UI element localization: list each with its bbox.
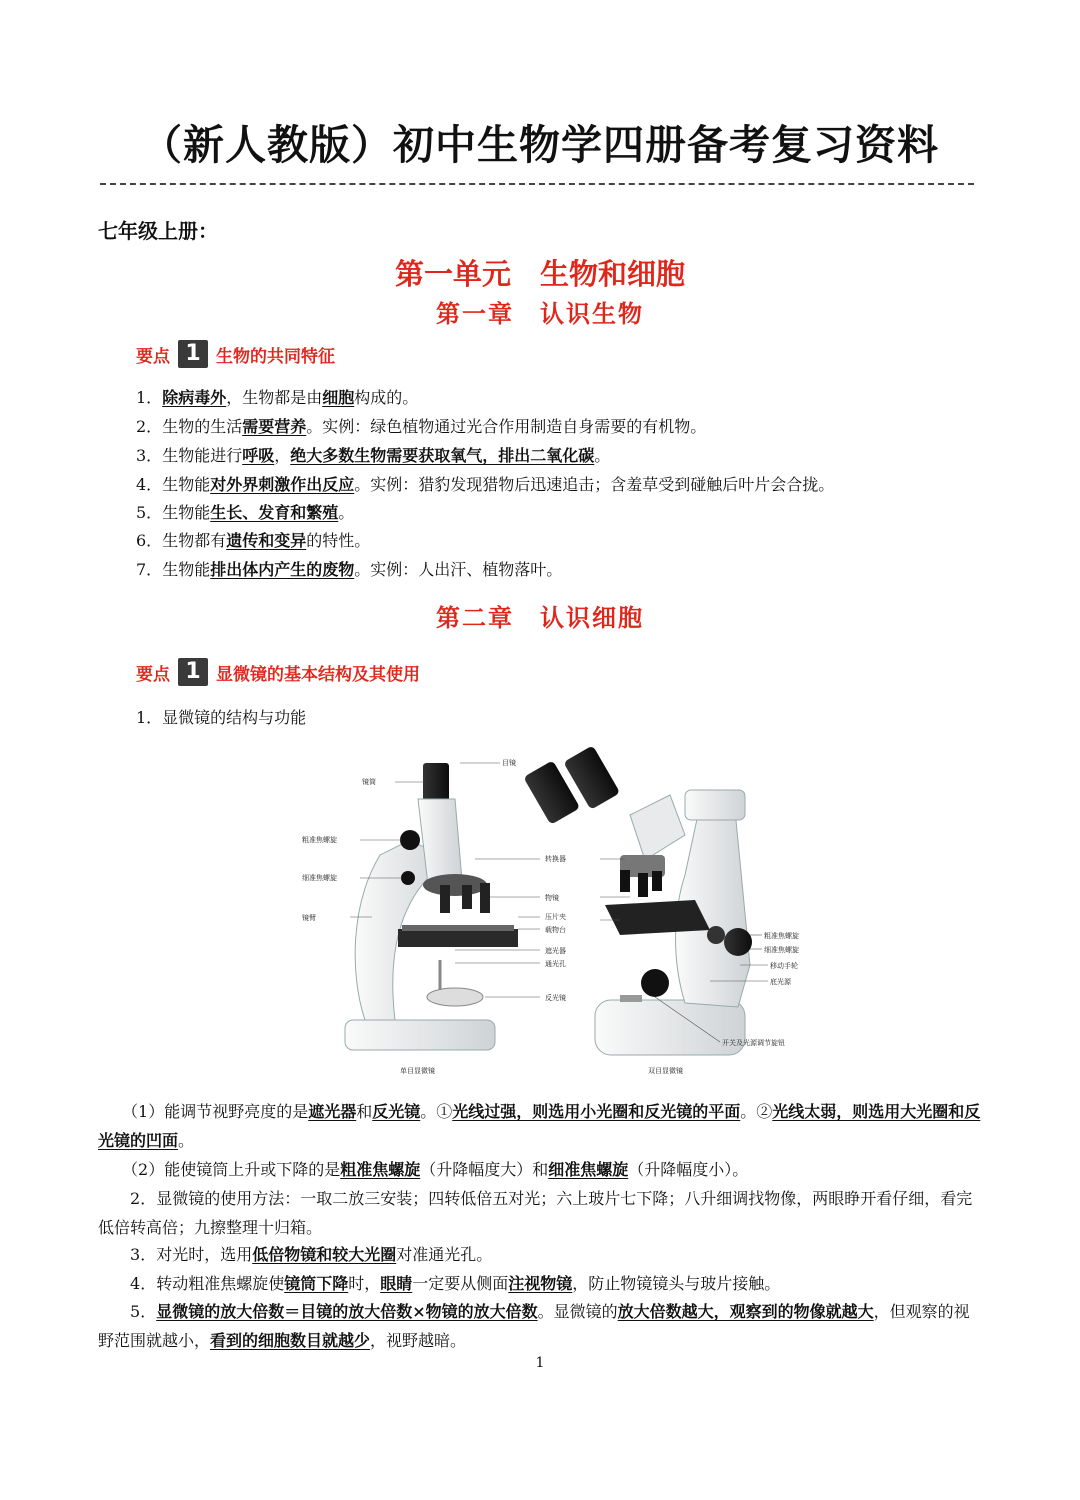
text-run: 的特性。 — [306, 531, 371, 550]
figure-label: 细准焦螺旋 — [302, 874, 337, 882]
key-point-prefix: 要点 — [136, 664, 170, 685]
text-run: ，生物都是由 — [226, 388, 323, 407]
dashed-divider — [100, 183, 974, 185]
key-point-number-badge: 1 — [178, 658, 208, 686]
underlined-key-term: 粗准焦螺旋 — [340, 1160, 421, 1179]
figure-label: 粗准焦螺旋 — [764, 932, 799, 940]
figure-label: 细准焦螺旋 — [764, 946, 799, 954]
underlined-key-term: 呼吸 — [242, 446, 275, 465]
indent — [98, 1102, 130, 1121]
text-run: （1）能调节视野亮度的是 — [130, 1102, 309, 1121]
key-point-1 — [136, 340, 335, 368]
text-run: （升降幅度小）。 — [628, 1160, 749, 1179]
text-run: （升降幅度大）和 — [420, 1160, 549, 1179]
text-run: 生物都有 — [162, 531, 227, 550]
text-run: 4．转动粗准焦螺旋使 — [130, 1274, 285, 1293]
text-run: ，但观察的视野范围就越小， — [98, 1302, 970, 1350]
item-number: 6． — [136, 531, 163, 550]
text-run: 。实例：人出汗、植物落叶。 — [354, 560, 563, 579]
underlined-key-term: 绝大多数生物需要获取氧气，排出二氧化碳 — [290, 446, 595, 465]
underlined-key-term: 需要营养 — [242, 417, 307, 436]
underlined-key-term: 注视物镜 — [508, 1274, 573, 1293]
key-point-title: 生物的共同特征 — [216, 346, 335, 367]
chapter-heading-1: 第一章 认识生物 — [436, 299, 644, 328]
figure-label: 开关及光源调节旋钮 — [722, 1039, 785, 1047]
figure-label: 底光源 — [770, 978, 791, 986]
microscope-paragraph — [98, 1297, 982, 1355]
text-run: 。① — [420, 1102, 453, 1121]
text-run: 。 — [338, 503, 355, 522]
feature-item — [136, 443, 610, 466]
text-run: 和 — [356, 1102, 373, 1121]
indent — [98, 1245, 130, 1264]
key-point-prefix: 要点 — [136, 346, 170, 367]
caption-monocular: 单目显微镜 — [400, 1067, 435, 1075]
microscope-intro: 1．显微镜的结构与功能 — [136, 708, 307, 727]
item-number: 2． — [136, 417, 163, 436]
text-run: ，防止物镜镜头与玻片接触。 — [572, 1274, 781, 1293]
microscope-paragraph — [98, 1184, 982, 1242]
text-run: 3．对光时，选用 — [130, 1245, 253, 1264]
page-number: 1 — [535, 1355, 545, 1371]
item-number: 3． — [136, 446, 163, 465]
indent — [98, 1160, 130, 1179]
text-run: ， — [274, 446, 291, 465]
underlined-key-term: 光线过强，则选用小光圈和反光镜的平面 — [452, 1102, 741, 1121]
figure-label: 粗准焦螺旋 — [302, 836, 337, 844]
feature-item — [136, 528, 370, 551]
page-title: （新人教版）初中生物学四册备考复习资料 — [141, 121, 939, 169]
text-run: 生物能 — [162, 560, 211, 579]
key-point-2 — [136, 658, 420, 686]
underlined-key-term: 排出体内产生的废物 — [210, 560, 355, 579]
underlined-key-term: 看到的细胞数目就越少 — [210, 1331, 371, 1350]
text-run: 。② — [740, 1102, 773, 1121]
figure-label: 物镜 — [545, 894, 559, 902]
figure-label: 目镜 — [502, 759, 516, 767]
text-run: 2．显微镜的使用方法：一取二放三安装；四转低倍五对光；六上玻片七下降；八升细调找物像，两眼睁开看仔细，看完低倍转高倍；九擦整理十归箱。 — [98, 1189, 973, 1237]
text-run: 。 — [178, 1131, 195, 1150]
underlined-key-term: 细胞 — [322, 388, 355, 407]
figure-label: 移动手轮 — [770, 962, 798, 970]
text-run: 5． — [130, 1302, 157, 1321]
text-run: ，视野越暗。 — [370, 1331, 467, 1350]
text-run: 生物能进行 — [162, 446, 243, 465]
underlined-key-term: 放大倍数越大，观察到的物像就越大 — [617, 1302, 874, 1321]
underlined-key-term: 显微镜的放大倍数＝目镜的放大倍数×物镜的放大倍数 — [156, 1302, 538, 1321]
text-run: 。实例：猎豹发现猎物后迅速追击；含羞草受到碰触后叶片会合拢。 — [354, 475, 835, 494]
underlined-key-term: 低倍物镜和较大光圈 — [252, 1245, 397, 1264]
underlined-key-term: 对外界刺激作出反应 — [210, 475, 355, 494]
figure-label: 转换器 — [545, 855, 566, 863]
caption-binocular: 双目显微镜 — [648, 1067, 683, 1075]
unit-heading: 第一单元 生物和细胞 — [394, 257, 685, 291]
text-run: 生物的生活 — [162, 417, 243, 436]
figure-label: 反光镜 — [545, 994, 566, 1002]
text-run: 。 — [594, 446, 611, 465]
chapter-heading-2: 第二章 认识细胞 — [436, 603, 644, 632]
text-run: 。显微镜的 — [537, 1302, 618, 1321]
text-run: 。实例：绿色植物通过光合作用制造自身需要的有机物。 — [306, 417, 707, 436]
item-number: 1． — [136, 388, 163, 407]
feature-item — [136, 500, 354, 523]
grade-heading: 七年级上册： — [98, 219, 218, 243]
text-run: 生物能 — [162, 475, 211, 494]
underlined-key-term: 除病毒外 — [162, 388, 227, 407]
item-number: 4． — [136, 475, 163, 494]
indent — [98, 1302, 130, 1321]
microscope-paragraph — [98, 1097, 982, 1155]
feature-item — [136, 385, 418, 408]
underlined-key-term: 生长、发育和繁殖 — [210, 503, 339, 522]
indent — [98, 1274, 130, 1293]
microscope-paragraph — [98, 1155, 982, 1184]
monocular-microscope-drawing — [345, 763, 518, 1050]
microscope-paragraph — [98, 1269, 982, 1298]
microscope-figure — [290, 745, 830, 1085]
indent — [98, 1189, 130, 1208]
underlined-key-term: 光线太弱，则选用大光圈和反光镜的凹面 — [98, 1102, 981, 1150]
underlined-key-term: 遮光器 — [308, 1102, 357, 1121]
microscope-paragraph — [98, 1240, 982, 1269]
figure-label: 遮光器 — [545, 947, 566, 955]
figure-label: 镜臂 — [302, 914, 316, 922]
key-point-number-badge: 1 — [178, 340, 208, 368]
underlined-key-term: 镜筒下降 — [284, 1274, 349, 1293]
feature-item — [136, 414, 706, 437]
figure-label: 压片夹 — [545, 913, 566, 921]
feature-item — [136, 472, 834, 495]
figure-label: 载物台 — [545, 926, 566, 934]
figure-label: 镜筒 — [362, 778, 376, 786]
figure-label: 通光孔 — [545, 960, 566, 968]
underlined-key-term: 反光镜 — [372, 1102, 421, 1121]
text-run: （2）能使镜筒上升或下降的是 — [130, 1160, 341, 1179]
underlined-key-term: 遗传和变异 — [226, 531, 307, 550]
feature-item — [136, 557, 562, 580]
item-number: 5． — [136, 503, 163, 522]
text-run: 时， — [348, 1274, 381, 1293]
text-run: 构成的。 — [354, 388, 419, 407]
text-run: 一定要从侧面 — [412, 1274, 509, 1293]
key-point-title: 显微镜的基本结构及其使用 — [216, 664, 420, 685]
text-run: 生物能 — [162, 503, 211, 522]
underlined-key-term: 眼睛 — [380, 1274, 413, 1293]
item-number: 7． — [136, 560, 163, 579]
underlined-key-term: 细准焦螺旋 — [548, 1160, 629, 1179]
text-run: 对准通光孔。 — [396, 1245, 493, 1264]
